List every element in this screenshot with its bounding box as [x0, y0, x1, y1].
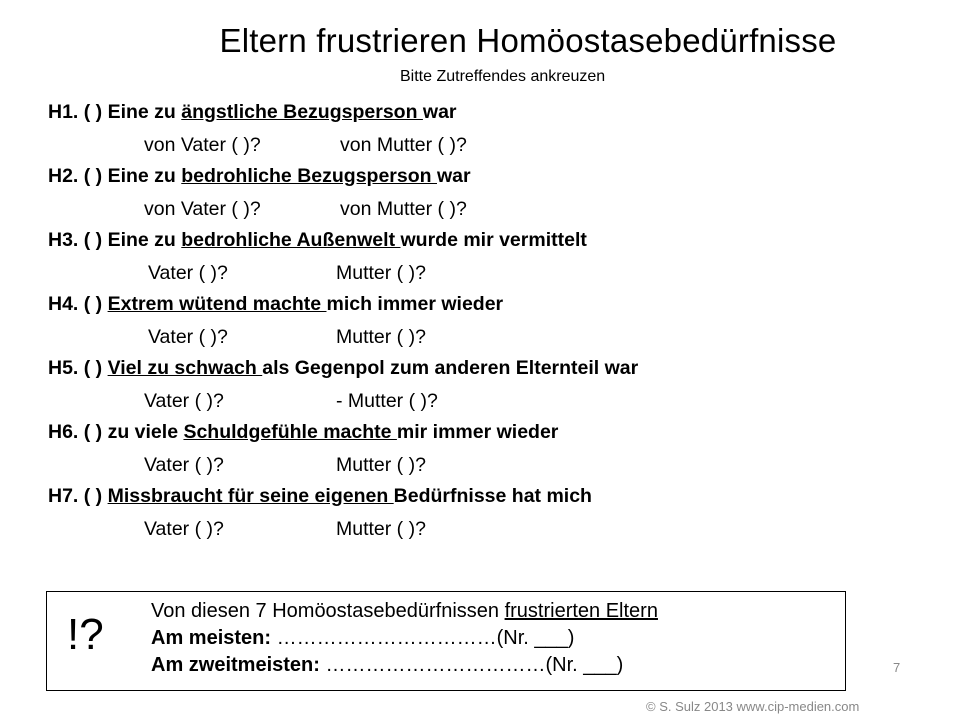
question-h2 — [48, 165, 928, 188]
vater-option[interactable]: von Vater ( )? — [144, 134, 261, 156]
mutter-option[interactable]: Mutter ( )? — [336, 454, 426, 476]
most-frustrated-field[interactable]: Am meisten: ……………………………(Nr. ___) — [151, 627, 575, 649]
question-text: H1. ( ) Eine zu ängstliche Bezugsperson war — [48, 101, 457, 123]
vater-option[interactable]: von Vater ( )? — [144, 198, 261, 220]
vater-option[interactable]: Vater ( )? — [148, 262, 228, 284]
mutter-option[interactable]: Mutter ( )? — [336, 326, 426, 348]
question-h6 — [48, 421, 928, 444]
question-text: H7. ( ) Missbraucht für seine eigenen Bedürfnisse hat mich — [48, 485, 592, 507]
mutter-option[interactable]: - Mutter ( )? — [336, 390, 438, 412]
summary-box — [46, 591, 846, 691]
mutter-option[interactable]: von Mutter ( )? — [340, 198, 467, 220]
page-subtitle: Bitte Zutreffendes ankreuzen — [400, 68, 606, 85]
page-title: Eltern frustrieren Homöostasebedürfnisse — [219, 22, 837, 59]
question-text: H2. ( ) Eine zu bedrohliche Bezugsperson war — [48, 165, 471, 187]
question-text: H5. ( ) Viel zu schwach als Gegenpol zum anderen Elternteil war — [48, 357, 639, 379]
question-h1 — [48, 101, 928, 124]
question-text: H6. ( ) zu viele Schuldgefühle machte mir immer wieder — [48, 421, 559, 443]
question-text: H3. ( ) Eine zu bedrohliche Außenwelt wurde mir vermittelt — [48, 229, 587, 251]
vater-option[interactable]: Vater ( )? — [148, 326, 228, 348]
vater-option[interactable]: Vater ( )? — [144, 390, 224, 412]
mutter-option[interactable]: Mutter ( )? — [336, 262, 426, 284]
mutter-option[interactable]: von Mutter ( )? — [340, 134, 467, 156]
question-h3 — [48, 229, 928, 252]
second-most-frustrated-field[interactable]: Am zweitmeisten: ……………………………(Nr. ___) — [151, 654, 624, 676]
vater-option[interactable]: Vater ( )? — [144, 518, 224, 540]
footer-copyright: © S. Sulz 2013 www.cip-medien.com — [646, 699, 860, 714]
question-h4 — [48, 293, 928, 316]
question-text: H4. ( ) Extrem wütend machte mich immer wieder — [48, 293, 504, 315]
exclamation-question-mark: !? — [67, 610, 104, 659]
page-number: 7 — [893, 660, 901, 675]
vater-option[interactable]: Vater ( )? — [144, 454, 224, 476]
summary-intro: Von diesen 7 Homöostasebedürfnissen frustrierten Eltern — [151, 600, 658, 622]
question-h5 — [48, 357, 928, 380]
mutter-option[interactable]: Mutter ( )? — [336, 518, 426, 540]
question-h7 — [48, 485, 928, 508]
